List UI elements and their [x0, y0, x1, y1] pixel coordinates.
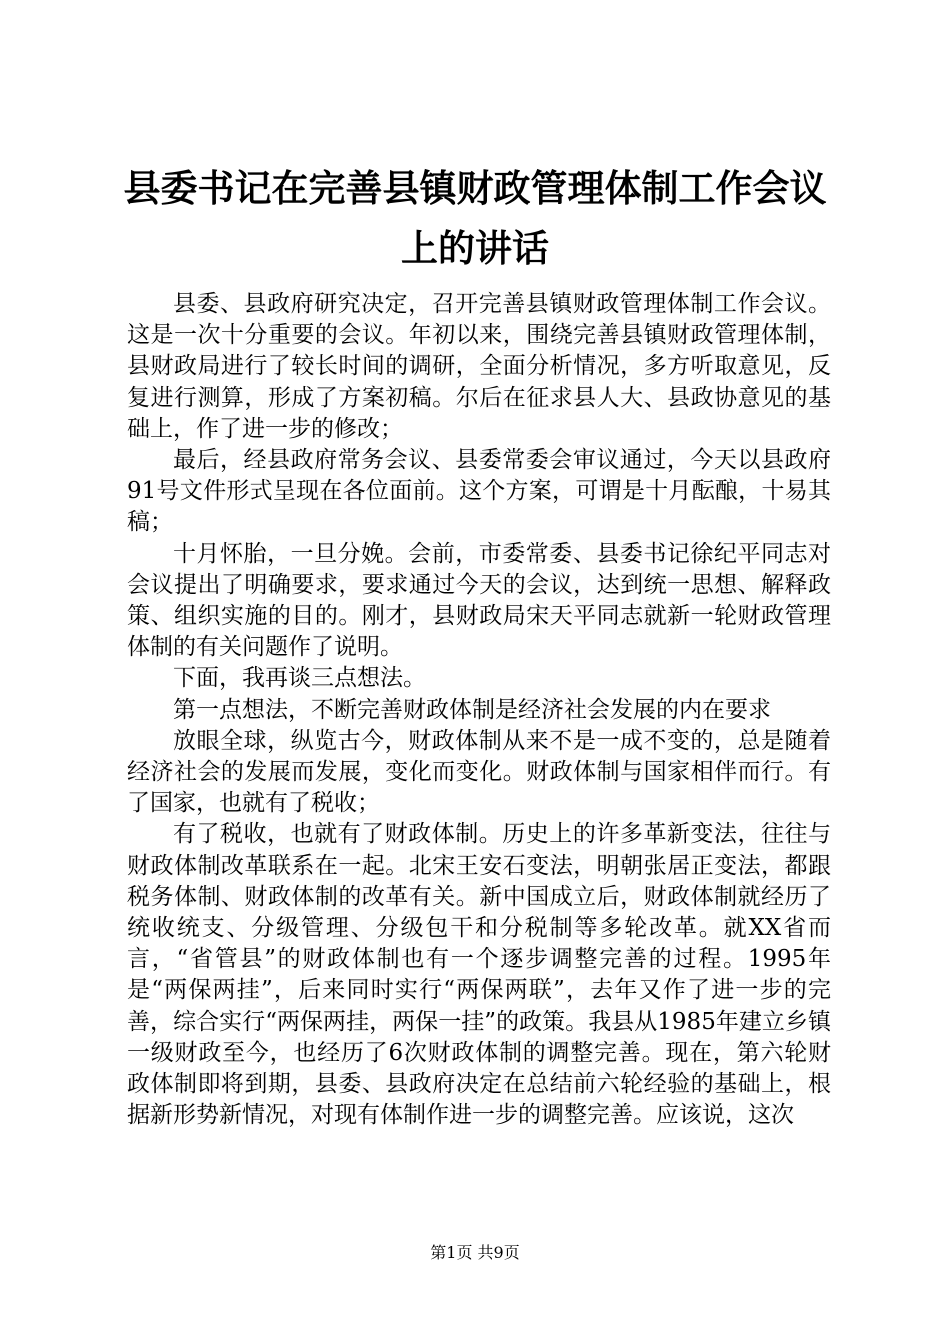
paragraph-6: 放眼全球，纵览古今，财政体制从来不是一成不变的，总是随着经济社会的发展而发展，变化而变化。财政体制与国家相伴而行。有了国家，也就有了税收；	[127, 727, 831, 817]
page-footer: 第1页 共9页	[430, 1243, 520, 1262]
paragraph-2: 最后，经县政府常务会议、县委常委会审议通过，今天以县政府91号文件形式呈现在各位面前。这个方案，可谓是十月酝酿，十易其稿；	[127, 447, 831, 536]
document-body	[127, 289, 831, 1131]
paragraph-1: 县委、县政府研究决定，召开完善县镇财政管理体制工作会议。这是一次十分重要的会议。年初以来，围绕完善县镇财政管理体制，县财政局进行了较长时间的调研，全面分析情况，多方听取意见，反复进行测算，形成了方案初稿。尔后在征求县人大、县政协意见的基础上，作了进一步的修改；	[127, 291, 831, 442]
paragraph-4: 下面，我再谈三点想法。	[173, 665, 426, 692]
document-title: 县委书记在完善县镇财政管理体制工作会议上的讲话	[123, 166, 827, 270]
paragraph-7: 有了税收，也就有了财政体制。历史上的许多革新变法，往往与财政体制改革联系在一起。北宋王安石变法，明朝张居正变法，都跟税务体制、财政体制的改革有关。新中国成立后，财政体制就经历了统收统支、分级管理、分级包干和分税制等多轮改革。就XX省而言，“省管县”的财政体制也有一个逐步调整完善的过程。1995年是“两保两挂”，后来同时实行“两保两联”，去年又作了进一步的完善，综合实行“两保两挂，两保一挂”的政策。我县从1985年建立乡镇一级财政至今，也经历了6次财政体制的调整完善。现在，第六轮财政体制即将到期，县委、县政府决定在总结前六轮经验的基础上，根据新形势新情况，对现有体制作进一步的调整完善。应该说，这次	[127, 821, 831, 1129]
paragraph-3: 十月怀胎，一旦分娩。会前，市委常委、县委书记徐纪平同志对会议提出了明确要求，要求通过今天的会议，达到统一思想、解释政策、组织实施的目的。刚才，县财政局宋天平同志就新一轮财政管理体制的有关问题作了说明。	[127, 540, 831, 661]
paragraph-5-section-heading: 第一点想法，不断完善财政体制是经济社会发展的内在要求	[173, 696, 771, 723]
